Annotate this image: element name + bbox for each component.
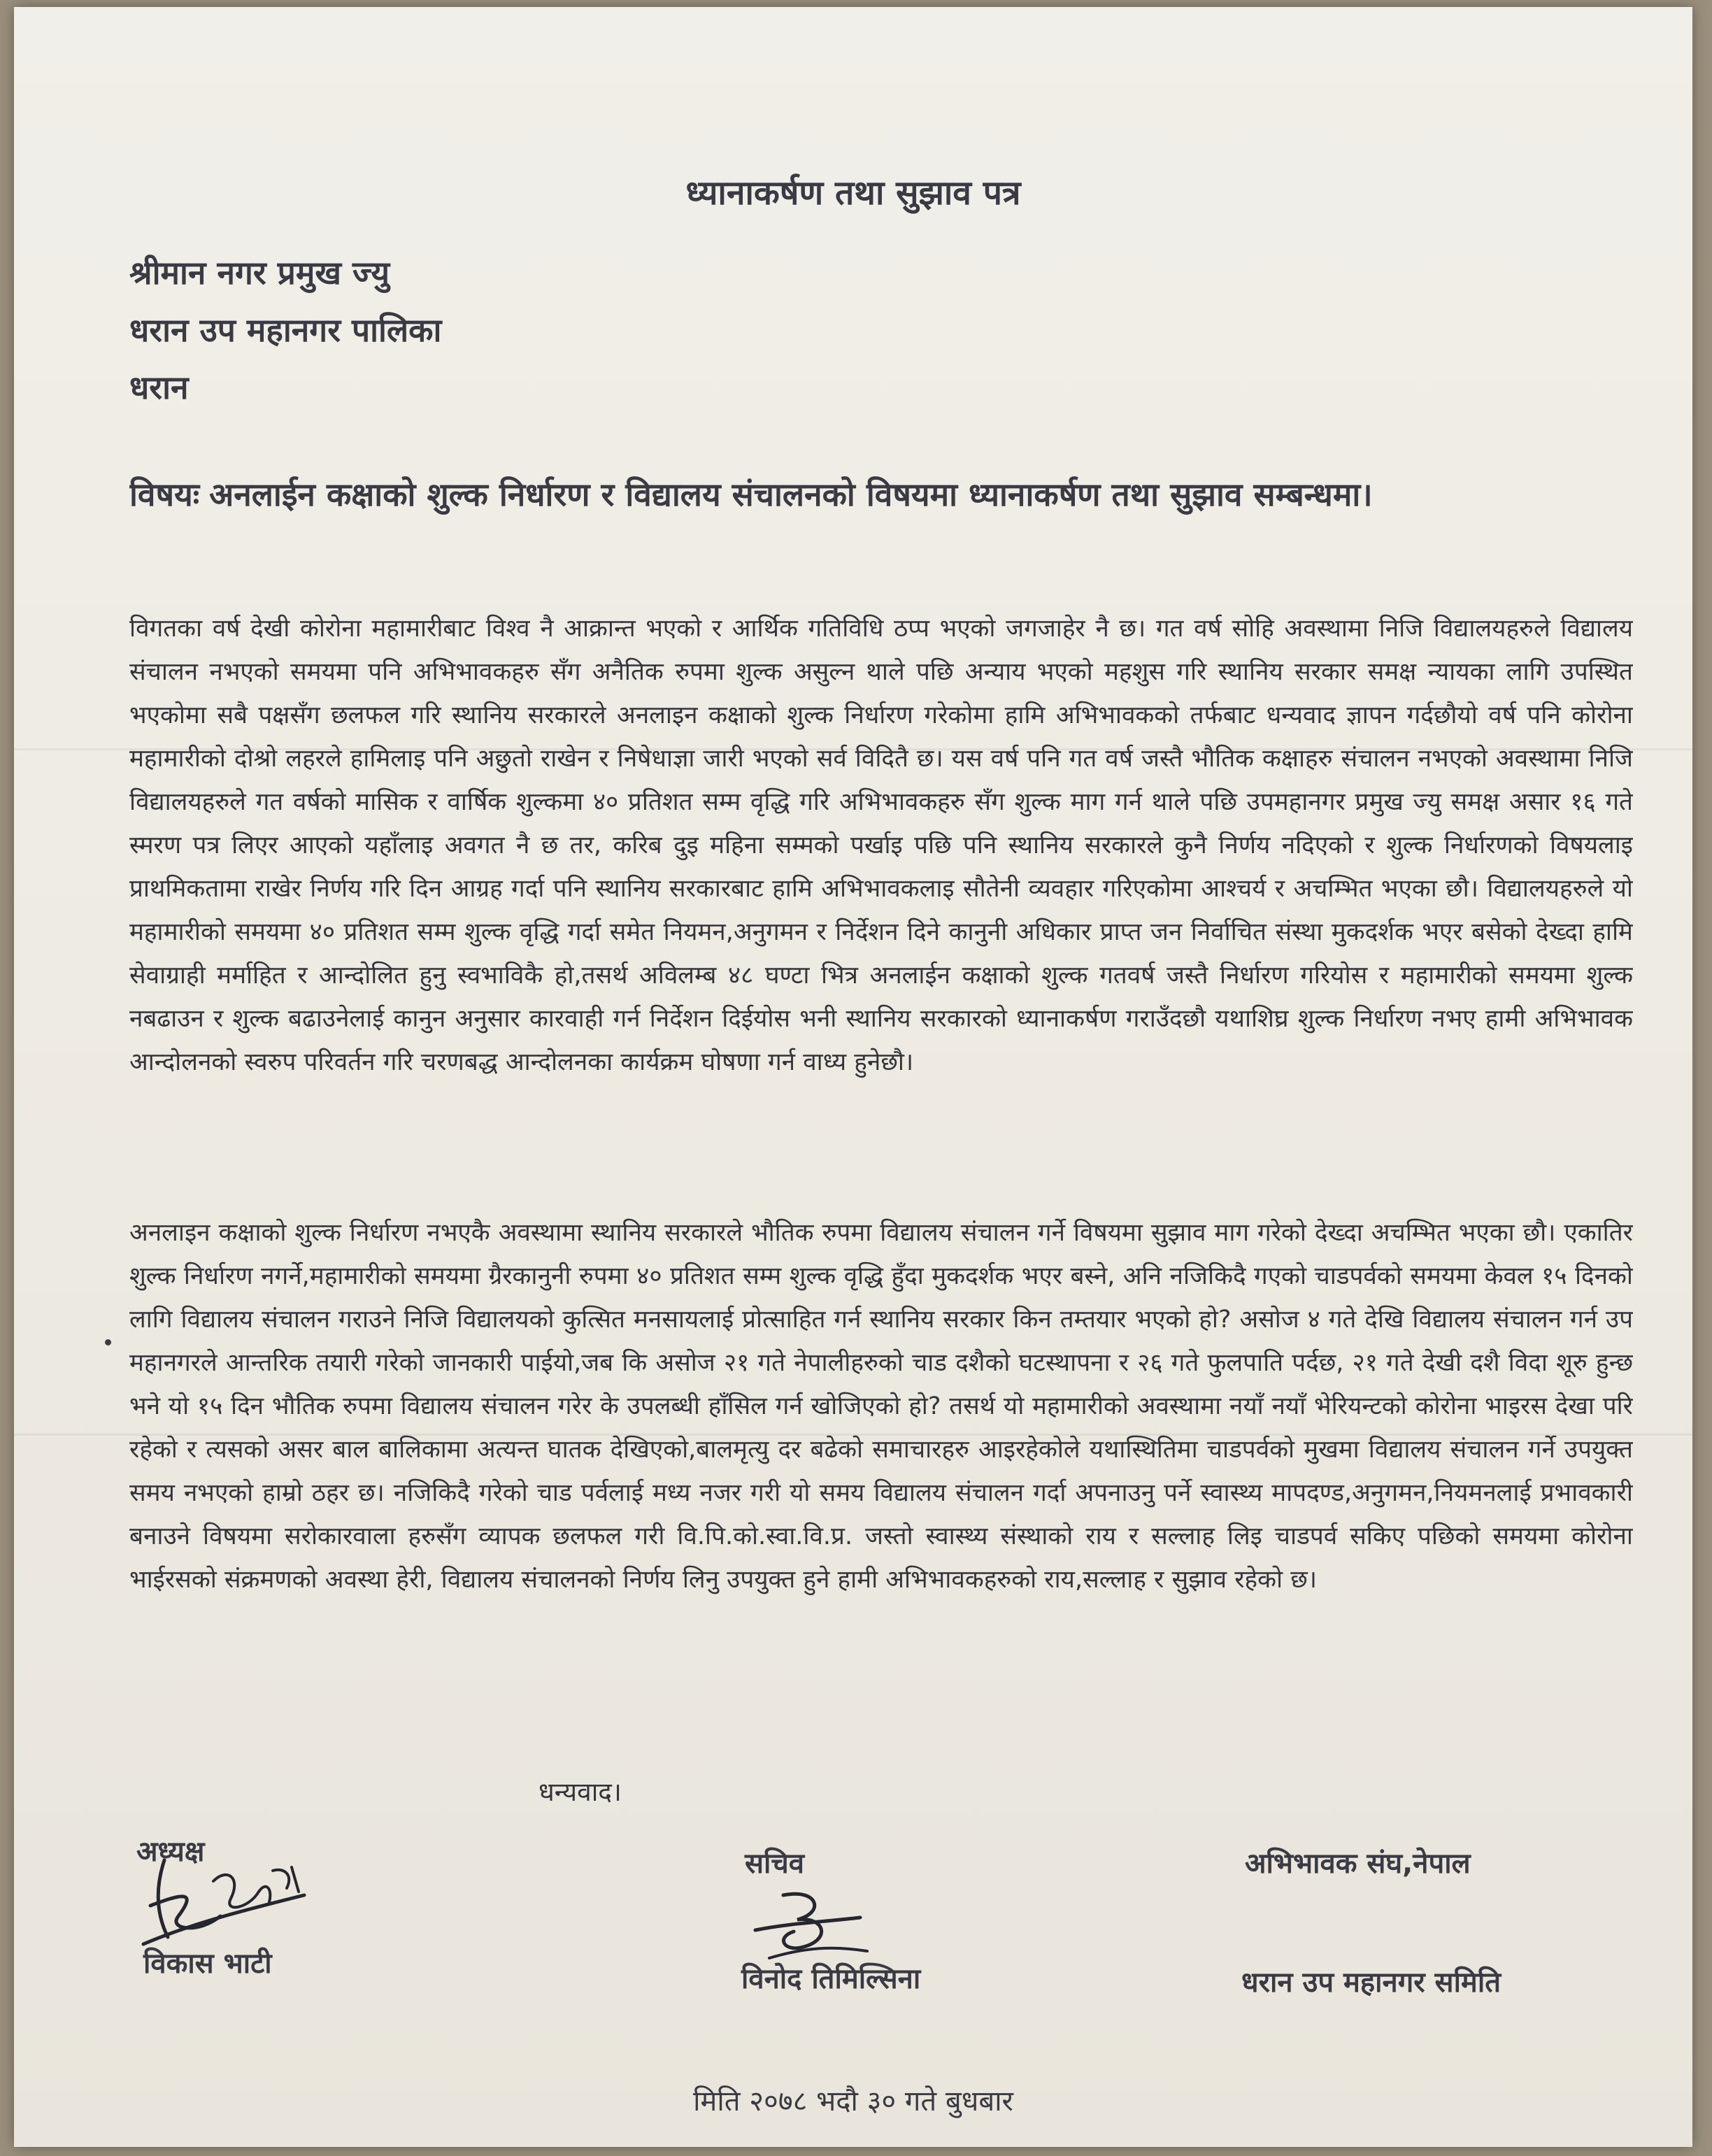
body-paragraph-1: विगतका वर्ष देखी कोरोना महामारीबाट विश्व नै आक्रान्त भएको र आर्थिक गतिविधि ठप्प भएको जगजाहेर नै छ। गत वर्ष सोहि अवस्थामा निजि विद्यालयहरुले विद्यालय संचालन नभएको समयमा पनि अभिभावकहरु सँग अनैतिक रुपमा शुल्क असुल्न थाले पछि अन्याय भएको महशुस गरि स्थानिय सरकार समक्ष न्यायका लागि उपस्थित भएकोमा सबै पक्षसँग छलफल गरि स्थानिय सरकारले अनलाइन कक्षाको शुल्क निर्धारण गरेकोमा हामि अभिभावकको तर्फबाट धन्यवाद ज्ञापन गर्दछौयो वर्ष पनि कोरोना महामारीको दोश्रो लहरले हामिलाइ पनि अछुतो राखेन र निषेधाज्ञा जारी भएको सर्व विदितै छ। यस वर्ष पनि गत वर्ष जस्तै भौतिक कक्षाहरु संचालन नभएको अवस्थामा निजि विद्यालयहरुले गत वर्षको मासिक र वार्षिक शुल्कमा ४० प्रतिशत सम्म वृद्धि गरि अभिभावकहरु सँग शुल्क माग गर्न थाले पछि उपमहानगर प्रमुख ज्यु समक्ष असार १६ गते स्मरण पत्र लिएर आएको यहाँलाइ अवगत नै छ तर, करिब दुइ महिना सम्मको पर्खाइ पछि पनि स्थानिय सरकारले कुनै निर्णय नदिएको र शुल्क निर्धारणको विषयलाइ प्राथमिकतामा राखेर निर्णय गरि दिन आग्रह गर्दा पनि स्थानिय सरकारबाट हामि अभिभावकलाइ सौतेनी व्यवहार गरिएकोमा आश्चर्य र अचम्भित भएका छौ। विद्यालयहरुले यो महामारीको समयमा ४० प्रतिशत सम्म शुल्क वृद्धि गर्दा समेत नियमन,अनुगमन र निर्देशन दिने कानुनी अधिकार प्राप्त जन निर्वाचित संस्था मुकदर्शक भएर बसेको देख्दा हामि सेवाग्राही मर्माहित र आन्दोलित हुनु स्वभाविकै हो,तसर्थ अविलम्ब ४८ घण्टा भित्र अनलाईन कक्षाको शुल्क गतवर्ष जस्तै निर्धारण गरियोस र महामारीको समयमा शुल्क नबढाउन र शुल्क बढाउनेलाई कानुन अनुसार कारवाही गर्न निर्देशन दिईयोस भनी स्थानिय सरकारको ध्यानाकर्षण गराउँदछौ यथाशिघ्र शुल्क निर्धारण नभए हामी अभिभावक आन्दोलनको स्वरुप परिवर्तन गरि चरणबद्ध आन्दोलनका कार्यक्रम घोषणा गर्न वाध्य हुनेछौ। — [129, 615, 1633, 1076]
subject-label: विषयः — [129, 476, 200, 513]
letter-paper — [14, 7, 1692, 2147]
recipient-line-1: श्रीमान नगर प्रमुख ज्यु — [129, 254, 390, 292]
organization-committee: धरान उप महानगर समिति — [1241, 1966, 1501, 1999]
margin-dot — [105, 1339, 111, 1345]
recipient-line-2: धरान उप महानगर पालिका — [129, 311, 442, 349]
letter-date: मिति २०७८ भदौ ३० गते बुधबार — [693, 2085, 1013, 2118]
subject-line — [129, 472, 1612, 515]
organization-name: अभिभावक संघ,नेपाल — [1245, 1848, 1471, 1880]
closing-thanks: धन्यवाद। — [538, 1777, 622, 1807]
letter-title: ध्यानाकर्षण तथा सुझाव पत्र — [685, 173, 1021, 213]
recipient-line-3: धरान — [129, 369, 189, 406]
secretary-title: सचिव — [745, 1848, 805, 1880]
chair-name: विकास भाटी — [143, 1948, 272, 1980]
secretary-name: विनोद तिमिल्सिना — [741, 1963, 921, 1995]
chair-signature-image — [136, 1839, 318, 1958]
body-paragraph-2: अनलाइन कक्षाको शुल्क निर्धारण नभएकै अवस्थामा स्थानिय सरकारले भौतिक रुपमा विद्यालय संचालन गर्ने विषयमा सुझाव माग गरेको देख्दा अचम्भित भएका छौ। एकातिर शुल्क निर्धारण नगर्ने,महामारीको समयमा ग्रैरकानुनी रुपमा ४० प्रतिशत सम्म शुल्क वृद्धि हुँदा मुकदर्शक भएर बस्ने, अनि नजिकिदै गएको चाडपर्वको समयमा केवल १५ दिनको लागि विद्यालय संचालन गराउने निजि विद्यालयको कुत्सित मनसायलाई प्रोत्साहित गर्न स्थानिय सरकार किन तम्तयार भएको हो? असोज ४ गते देखि विद्यालय संचालन गर्न उप महानगरले आन्तरिक तयारी गरेको जानकारी पाईयो,जब कि असोज २१ गते नेपालीहरुको चाड दशैको घटस्थापना र २६ गते फुलपाति पर्दछ, २१ गते देखी दशै विदा शूरु हुन्छ भने यो १५ दिन भौतिक रुपमा विद्यालय संचालन गरेर के उपलब्धी हाँसिल गर्न खोजिएको हो? तसर्थ यो महामारीको अवस्थामा नयाँ नयाँ भेरियन्टको कोरोना भाइरस देखा परि रहेको र त्यसको असर बाल बालिकामा अत्यन्त घातक देखिएको,बालमृत्यु दर बढेको समाचारहरु आइरहेकोले यथास्थितिमा चाडपर्वको मुखमा विद्यालय संचालन गर्ने उपयुक्त समय नभएको हाम्रो ठहर छ। नजिकिदै गरेको चाड पर्वलाई मध्य नजर गरी यो समय विद्यालय संचालन गर्दा अपनाउनु पर्ने स्वास्थ्य मापदण्ड,अनुगमन,नियमनलाई प्रभावकारी बनाउने विषयमा सरोकारवाला हरुसँग व्यापक छलफल गरी वि.पि.को.स्वा.वि.प्र. जस्तो स्वास्थ्य संस्थाको राय र सल्लाह लिइ चाडपर्व सकिए पछिको समयमा कोरोना भाईरसको संक्रमणको अवस्था हेरी, विद्यालय संचालनको निर्णय लिनु उपयुक्त हुने हामी अभिभावकहरुको राय,सल्लाह र सुझाव रहेको छ। — [129, 1219, 1633, 1594]
subject-text: अनलाईन कक्षाको शुल्क निर्धारण र विद्यालय संचालनको विषयमा ध्यानाकर्षण तथा सुझाव सम्बन्धमा। — [209, 476, 1373, 513]
chair-title: अध्यक्ष — [136, 1836, 205, 1868]
